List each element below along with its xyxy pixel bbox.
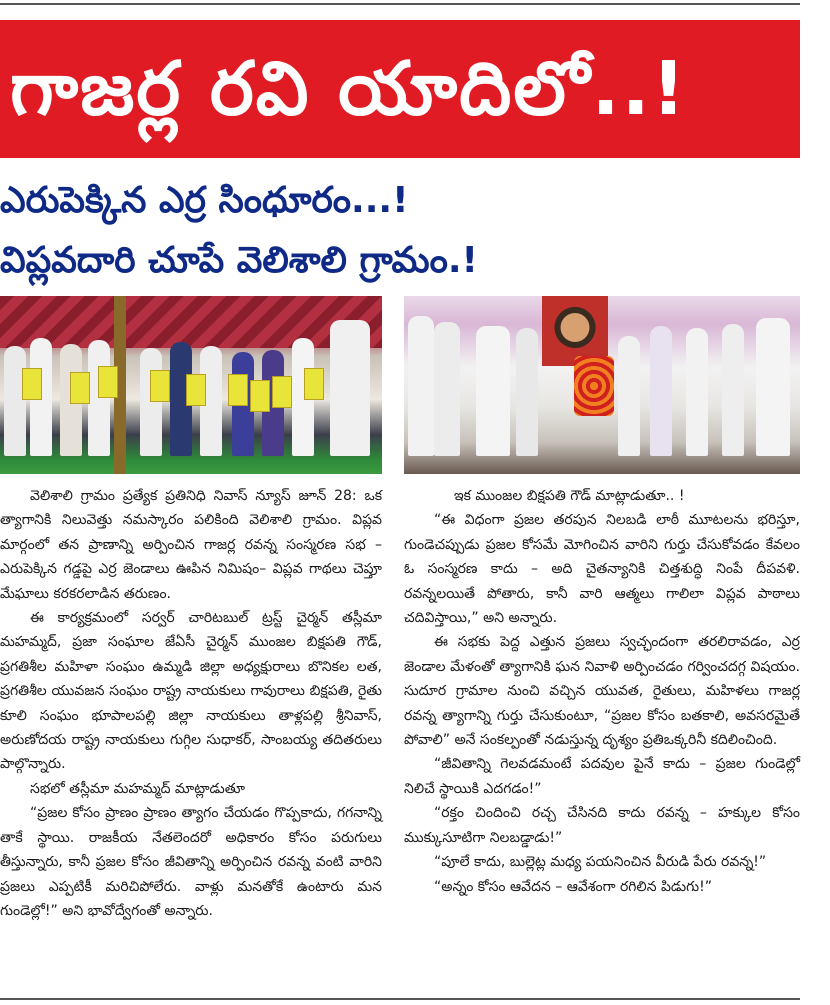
right-paragraph-2: “ఈ విధంగా ప్రజల తరపున నిలబడి లాఠీ మూటలను భరిస్తూ, గుండెచప్పుడు ప్రజల కోసమే మోగించిన వారిని గుర్తు చేసుకోవడం కేవలం ఓ సంస్మరణ కాదు – అది చైతన్యానికి చిత్తశుద్ధి నింపే దీపవళి. రవన్నలయితే పోతారు, కానీ వారి ఆత్మలు గాలిలా విప్లవ పాఠాలు చదివిస్తాయి,” అని అన్నారు. [404,512,800,627]
person-figure [88,340,110,456]
article-right-column [404,484,800,899]
person-figure [140,348,162,456]
poster [250,380,270,412]
article-left-column [0,484,382,923]
left-paragraph-2: ఈ కార్యక్రమంలో సర్వర్ చారిటబుల్ ట్రస్ట్ చైర్మన్ తస్లీమా మహమ్మద్, ప్రజా సంఘాల జేఏసీ చైర్మన్ ముంజల బిక్షపతి గౌడ్, ప్రగతిశీల మహిళా సంఘం ఉమ్మడి జిల్లా అధ్యక్షురాలు బొనికల లత, ప్రగతిశీల యువజన సంఘం రాష్ట్ర నాయకులు గావురాలు బిక్షపతి, రైతు కూలి సంఘం భూపాలపల్లి జిల్లా నాయకులు తాళ్లపల్లి శ్రీనివాస్, అరుణోదయ రాష్ట్ర నాయకులు గుగ్గిల సుధాకర్, సాంబయ్య తదితరులు పాల్గొన్నారు. [0,610,382,773]
right-paragraph-6: “పూలే కాదు, బుల్లెట్ల మధ్య పయనించిన వీరుడి పేరు రవన్న!” [434,854,767,871]
poster [272,376,292,408]
poster [228,374,248,406]
left-paragraph-4: “ప్రజల కోసం ప్రాణం ప్రాణం త్యాగం చేయడం గొప్పకాదు, గగనాన్ని తాకే స్థాయి. రాజకీయ నేతలెందరో అధికారం కోసం పరుగులు తీస్తున్నారు, కానీ ప్రజల కోసం జీవితాన్ని అర్పించిన రవన్న వంటి వారిని ప్రజలు ఎప్పటికీ మరిచిపోలేరు. వాళ్లు మనతోకే ఉంటారు మన గుండెల్లో!” అని భావోద్వేగంతో అన్నారు. [0,805,382,919]
poster [186,374,206,406]
person-figure [434,322,460,456]
person-figure [516,328,538,456]
left-paragraph-1: వెలిశాలి గ్రామం ప్రత్యేక ప్రతినిధి నివాస్ న్యూస్ జూన్ 28: ఒక త్యాగానికి నిలువెత్తు నమస్కారం పలికింది వెలిశాలి గ్రామం. విప్లవ మార్గంలో తన ప్రాణాన్ని అర్పించిన గాజర్ల రవన్న సంస్మరణ సభ – ఎరుపెక్కిన గడ్డపై ఎర్ర జెండాలు ఊపిన నిమిషం– విప్లవ గాథలు చెప్తూ మేఘాలు కరకరలాడిన తరుణం. [0,488,382,602]
poster [70,372,90,404]
bottom-rule [0,998,800,1000]
right-paragraph-7: “అన్నం కోసం ఆవేదన – ఆవేశంగా రగిలిన పిడుగు!” [434,878,713,895]
poster [150,370,170,402]
right-paragraph-3: ఈ సభకు పెద్ద ఎత్తున ప్రజలు స్వచ్ఛందంగా తరలిరావడం, ఎర్ర జెండాల మేళంతో త్యాగానికి ఘన నివాళి అర్పించడం గర్వించదగ్గ విషయం. సుదూర గ్రామాల నుంచి వచ్చిన యువత, రైతులు, మహిళలు గాజర్ల రవన్న త్యాగాన్ని గుర్తు చేసుకుంటూ, “ప్రజల కోసం బతకాలి, అవసరమైతే పోవాలి” అనే సంకల్పంతో నడుస్తున్న దృశ్యం ప్రతిఒక్కరినీ కదిలించింది. [404,634,800,749]
tent-canopy [0,296,382,348]
person-figure [686,328,708,456]
right-paragraph-4: “జీవితాన్ని గెలవడమంటే పదవుల పైనే కాదు – ప్రజల గుండెల్లో నిలిచే స్థాయికి ఎదగడం!” [404,756,800,797]
headline-title: గాజర్ల రవి యాదిలో..! [10,46,688,132]
person-figure [4,346,26,456]
person-figure [618,336,640,456]
headline-banner [0,20,800,158]
left-paragraph-3: సభలో తస్లీమా మహమ్మద్ మాట్లాడుతూ [30,780,245,797]
flower-garland [574,356,614,416]
right-paragraph-5: “రక్తం చిందించి రచ్చ చేసినది కాదు రవన్న – హక్కుల కోసం ముక్కుసూటిగా నిలబడ్డాడు!” [404,805,800,846]
poster [98,366,118,398]
headline-subtitle-1: ఎరుపెక్కిన ఎర్ర సింధూరం...! [0,180,409,221]
person-figure [650,326,672,456]
person-figure [476,326,510,456]
top-rule [0,3,800,5]
headline-subtitle-2: విప్లవదారి చూపే వెలిశాలి గ్రామం.! [0,240,478,281]
tribute-portrait-photo [404,296,800,474]
person-figure [722,324,744,456]
poster [304,368,324,400]
person-figure [756,318,790,456]
group-with-posters-photo [0,296,382,474]
right-paragraph-1: ఇక ముంజల బిక్షపతి గౌడ్ మాట్లాడుతూ.. ! [454,488,685,504]
person-figure [408,316,434,456]
person-figure [330,320,370,456]
poster [22,368,42,400]
